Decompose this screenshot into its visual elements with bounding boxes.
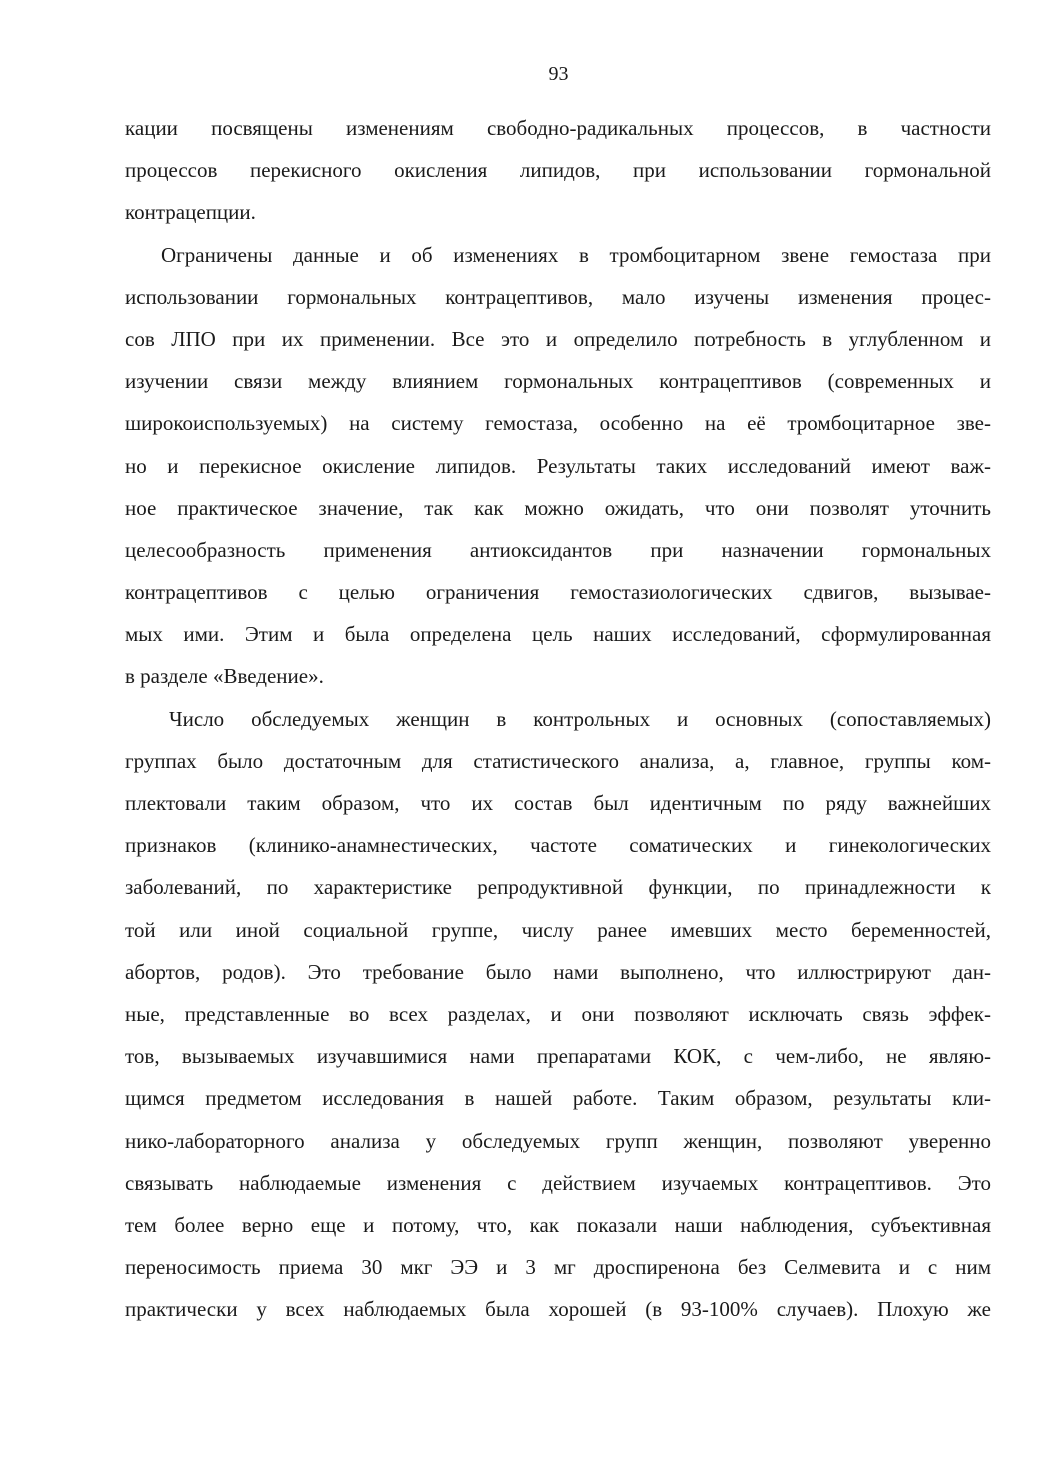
- text-line: сов ЛПО при их применении. Все это и определило потребность в углубленном и: [125, 326, 991, 351]
- text-line: широкоиспользуемых) на систему гемостаза, особенно на её тромбоцитарное зве-: [125, 411, 991, 436]
- text-line: контрацепции.: [125, 200, 256, 225]
- text-line: связывать наблюдаемые изменения с действием изучаемых контрацептивов. Это: [125, 1170, 991, 1195]
- text-line: нико-лабораторного анализа у обследуемых групп женщин, позволяют уверенно: [125, 1128, 991, 1153]
- paragraph: [125, 698, 991, 1331]
- text-line: признаков (клинико-анамнестических, частоте соматических и гинекологических: [125, 833, 991, 858]
- text-line: группах было достаточным для статистического анализа, а, главное, группы ком-: [125, 748, 991, 773]
- paragraph: [125, 234, 991, 698]
- text-line: плектовали таким образом, что их состав был идентичным по ряду важнейших: [125, 791, 991, 815]
- text-line: щимся предметом исследования в нашей работе. Таким образом, результаты кли-: [125, 1086, 991, 1111]
- body-text: [125, 107, 991, 1330]
- text-line: заболеваний, по характеристике репродуктивной функции, по принадлежности к: [125, 875, 991, 900]
- text-line: Ограничены данные и об изменениях в тромбоцитарном звене гемостаза при: [161, 242, 991, 267]
- text-line: мых ими. Этим и была определена цель наших исследований, сформулированная: [125, 622, 991, 647]
- text-line: практически у всех наблюдаемых была хорошей (в 93-100% случаев). Плохую же: [125, 1297, 991, 1322]
- text-line: в разделе «Введение».: [125, 664, 324, 689]
- text-line: тем более верно еще и потому, что, как показали наши наблюдения, субъективная: [125, 1212, 991, 1237]
- text-line: кации посвящены изменениям свободно-радикальных процессов, в частности: [125, 116, 991, 140]
- paragraph: [125, 107, 991, 234]
- text-line: но и перекисное окисление липидов. Результаты таких исследований имеют важ-: [125, 453, 991, 478]
- text-line: той или иной социальной группе, числу ранее имевших место беременностей,: [125, 917, 991, 942]
- text-line: Число обследуемых женщин в контрольных и основных (сопоставляемых): [169, 706, 991, 731]
- text-line: целесообразность применения антиоксидантов при назначении гормональных: [125, 537, 991, 562]
- text-line: ное практическое значение, так как можно ожидать, что они позволят уточнить: [125, 495, 991, 520]
- text-line: процессов перекисного окисления липидов, при использовании гормональной: [125, 158, 991, 183]
- text-line: ные, представленные во всех разделах, и они позволяют исключать связь эффек-: [125, 1001, 991, 1026]
- text-line: изучении связи между влиянием гормональных контрацептивов (современных и: [125, 369, 991, 394]
- text-line: использовании гормональных контрацептивов, мало изучены изменения процес-: [125, 284, 991, 309]
- text-line: контрацептивов с целью ограничения гемостазиологических сдвигов, вызываe-: [125, 580, 991, 605]
- page-number: 93: [548, 63, 569, 85]
- text-line: абортов, родов). Это требование было нами выполнено, что иллюстрируют дан-: [125, 959, 991, 984]
- text-line: тов, вызываемых изучавшимися нами препаратами КОК, с чем-либо, не являю-: [125, 1044, 991, 1069]
- text-line: переносимость приема 30 мкг ЭЭ и 3 мг дроспиренона без Селмевита и с ним: [125, 1255, 991, 1280]
